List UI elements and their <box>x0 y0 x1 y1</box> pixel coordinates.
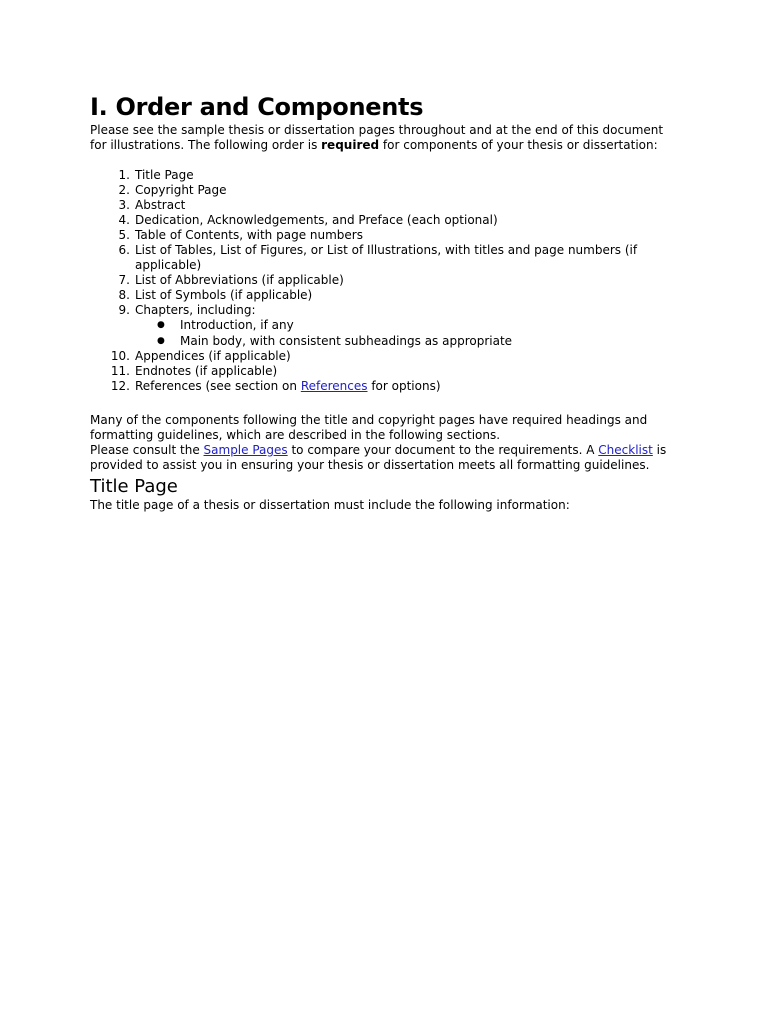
list-item: 3. Abstract <box>118 198 186 212</box>
formatting-paragraph: Many of the components following the title and copyright pages have required headings and formatting guidelines, which are described in the following sections. <box>90 413 648 442</box>
list-item: 11. Endnotes (if applicable) <box>110 364 278 378</box>
bullet-icon: ● <box>157 336 165 346</box>
intro-text: Please see the sample thesis or dissertation pages throughout and at the end of this document for illustrations. The following order is <box>90 123 664 152</box>
list-item: 2. Copyright Page <box>118 183 227 197</box>
title-page-heading: Title Page <box>90 476 178 497</box>
list-item: 12. References (see section on References for options) <box>110 379 441 393</box>
bullet-icon: ● <box>157 320 165 330</box>
list-item: 6. List of Tables, List of Figures, or List of Illustrations, with titles and page numbers (if applicable) <box>118 243 638 272</box>
intro-text-end: for components of your thesis or dissertation: <box>379 138 658 152</box>
intro-paragraph <box>90 123 670 153</box>
section-heading: I. Order and Components <box>90 93 424 121</box>
list-item: 7. List of Abbreviations (if applicable) <box>118 273 344 287</box>
list-item: 1. Title Page <box>118 168 194 182</box>
chapters-sublist <box>135 318 680 349</box>
sublist-item: ● Introduction, if any <box>157 318 294 332</box>
sublist-item: ● Main body, with consistent subheadings as appropriate <box>157 334 513 348</box>
consult-paragraph: Please consult the Sample Pages to compare your document to the requirements. A Checklist is provided to assist you in ensuring your thesis or dissertation meets all formatting guidelines. <box>90 443 667 472</box>
list-item: 10. Appendices (if applicable) <box>110 349 291 363</box>
title-page-description: The title page of a thesis or dissertation must include the following information: <box>90 498 570 512</box>
components-list <box>90 168 680 394</box>
document-page <box>90 92 680 513</box>
list-item: 5. Table of Contents, with page numbers <box>118 228 363 242</box>
list-item: 8. List of Symbols (if applicable) <box>118 288 313 302</box>
sample-pages-link[interactable]: Sample Pages <box>203 443 288 457</box>
required-emphasis: required <box>321 138 380 152</box>
list-item: 4. Dedication, Acknowledgements, and Preface (each optional) <box>118 213 498 227</box>
list-item: 9. Chapters, including: ● Introduction, if any ● Main body, with consistent subheadings as appropriate <box>90 303 680 349</box>
checklist-link[interactable]: Checklist <box>598 443 653 457</box>
references-link[interactable]: References <box>300 379 368 393</box>
